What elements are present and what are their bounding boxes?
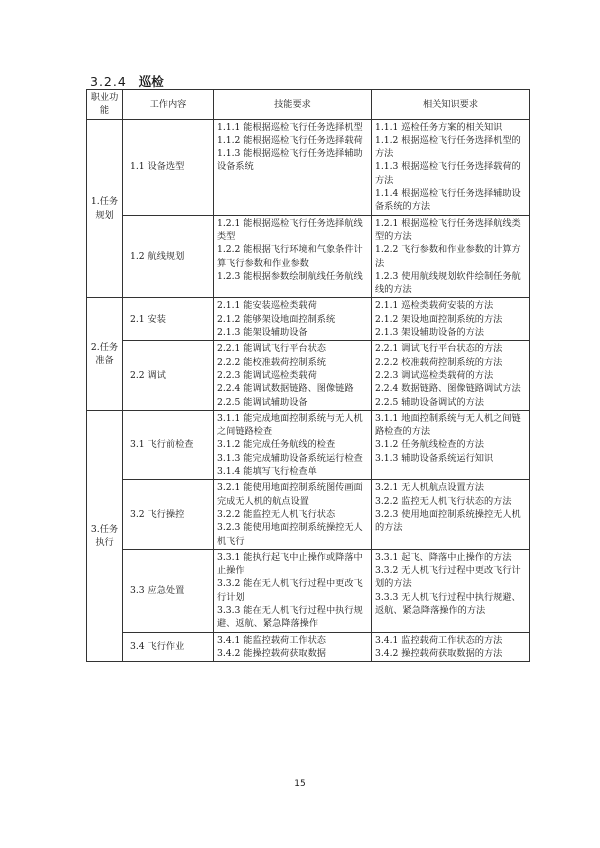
- header-content: 工作内容: [123, 90, 214, 120]
- list-item: 2.1.3 能架设辅助设备: [217, 327, 308, 339]
- work-content-cell: 2.1 安装: [123, 298, 214, 341]
- list-item: 3.1.3 能完成辅助设备系统运行检查: [217, 452, 363, 464]
- table-row: [87, 119, 530, 215]
- list-item: 3.2.3 能使用地面控制系统操控无人机飞行: [217, 522, 363, 547]
- list-item: 3.2.3 使用地面控制系统操控无人机的方法: [375, 508, 521, 534]
- skills-cell: [214, 119, 372, 215]
- knowledge-cell: [372, 341, 530, 410]
- table-row: [87, 480, 530, 549]
- list-item: 1.2.2 飞行参数和作业参数的计算方法: [375, 244, 521, 269]
- list-item: 3.3.2 能在无人机飞行过程中更改飞行计划: [217, 578, 363, 603]
- knowledge-cell: [372, 215, 530, 298]
- list-item: 3.3.1 起飞、降落中止操作的方法: [375, 551, 512, 563]
- list-item: 3.4.2 能操控载荷获取数据: [217, 647, 326, 659]
- list-item: 2.1.1 能安装巡检类载荷: [217, 300, 317, 312]
- section-number: 3.2.4: [90, 74, 127, 89]
- knowledge-cell: [372, 480, 530, 549]
- skills-cell: [214, 410, 372, 479]
- list-item: 2.2.3 调试巡检类载荷的方法: [375, 369, 494, 381]
- list-item: 2.2.5 能调试辅助设备: [217, 396, 308, 408]
- list-item: 3.4.2 操控载荷获取数据的方法: [375, 647, 503, 659]
- list-item: 3.1.3 辅助设备系统运行知识: [375, 452, 494, 464]
- skills-cell: [214, 341, 372, 410]
- work-content-cell: 3.3 应急处置: [123, 549, 214, 632]
- list-item: 2.2.3 能调试巡检类载荷: [217, 369, 317, 381]
- work-content-cell: 3.4 飞行作业: [123, 632, 214, 662]
- knowledge-cell: [372, 119, 530, 215]
- list-item: 1.1.3 能根据巡检飞行任务选择辅助设备系统: [217, 148, 363, 173]
- table-row: [87, 215, 530, 298]
- knowledge-cell: [372, 632, 530, 662]
- skills-cell: [214, 549, 372, 632]
- list-item: 3.2.1 能使用地面控制系统图传画面完成无人机的航点设置: [217, 482, 363, 507]
- list-item: 1.1.1 能根据巡检飞行任务选择机型: [217, 121, 363, 133]
- work-content-cell: 1.2 航线规划: [123, 215, 214, 298]
- list-item: 2.1.1 巡检类载荷安装的方法: [375, 300, 494, 312]
- list-item: 2.1.3 架设辅助设备的方法: [375, 327, 484, 339]
- list-item: 3.3.2 无人机飞行过程中更改飞行计划的方法: [375, 565, 521, 590]
- list-item: 2.2.2 校准载荷控制系统的方法: [375, 356, 503, 368]
- list-item: 3.2.2 监控无人机飞行状态的方法: [375, 495, 512, 507]
- skills-cell: [214, 480, 372, 549]
- function-cell: 3.任务执行: [87, 410, 123, 661]
- list-item: 1.2.3 使用航线规划软件绘制任务航线的方法: [375, 270, 521, 296]
- list-item: 3.1.1 能完成地面控制系统与无人机之间链路检查: [217, 412, 363, 438]
- knowledge-cell: [372, 549, 530, 632]
- list-item: 2.2.1 能调试飞行平台状态: [217, 343, 326, 355]
- list-item: 3.2.1 无人机航点设置方法: [375, 482, 484, 494]
- list-item: 1.2.2 能根据飞行环境和气象条件计算飞行参数和作业参数: [217, 244, 363, 269]
- list-item: 2.1.2 能够架设地面控制系统: [217, 313, 336, 325]
- work-content-cell: 3.1 飞行前检查: [123, 410, 214, 479]
- list-item: 1.1.2 能根据巡检飞行任务选择载荷: [217, 134, 363, 146]
- knowledge-cell: [372, 410, 530, 479]
- list-item: 3.1.2 任务航线检查的方法: [375, 439, 484, 451]
- list-item: 3.3.3 无人机飞行过程中执行规避、返航、紧急降落操作的方法: [375, 591, 521, 616]
- header-knowledge: 相关知识要求: [372, 90, 530, 120]
- knowledge-cell: [372, 298, 530, 341]
- list-item: 2.2.4 能调试数据链路、图像链路: [217, 383, 354, 395]
- list-item: 3.1.1 地面控制系统与无人机之间链路检查的方法: [375, 412, 521, 438]
- table-header-row: [87, 90, 530, 120]
- table-row: [87, 341, 530, 410]
- table-body: [87, 119, 530, 662]
- list-item: 1.2.1 根据巡检飞行任务选择航线类型的方法: [375, 217, 521, 242]
- list-item: 1.2.3 能根据参数绘制航线任务航线: [217, 270, 363, 282]
- list-item: 2.2.5 辅助设备调试的方法: [375, 396, 484, 408]
- list-item: 1.1.1 巡检任务方案的相关知识: [375, 121, 503, 133]
- list-item: 3.2.2 能监控无人机飞行状态: [217, 508, 336, 520]
- list-item: 1.1.4 根据巡检飞行任务选择辅助设备系统的方法: [375, 188, 521, 213]
- skills-cell: [214, 632, 372, 662]
- list-item: 1.2.1 能根据巡检飞行任务选择航线类型: [217, 217, 363, 242]
- list-item: 1.1.3 根据巡检飞行任务选择载荷的方法: [375, 161, 521, 186]
- page-number: 15: [294, 779, 306, 789]
- function-cell: 2.任务准备: [87, 298, 123, 410]
- function-cell: 1.任务规划: [87, 119, 123, 298]
- work-content-cell: 1.1 设备选型: [123, 119, 214, 215]
- list-item: 2.1.2 架设地面控制系统的方法: [375, 313, 503, 325]
- list-item: 3.4.1 监控载荷工作状态的方法: [375, 634, 503, 646]
- list-item: 3.4.1 能监控载荷工作状态: [217, 634, 326, 646]
- list-item: 2.2.2 能校准载荷控制系统: [217, 356, 326, 368]
- table-row: [87, 298, 530, 341]
- work-content-cell: 3.2 飞行操控: [123, 480, 214, 549]
- skills-table: [86, 89, 530, 662]
- section-heading: [90, 72, 164, 90]
- header-function: 职业功能: [87, 90, 123, 120]
- skills-cell: [214, 215, 372, 298]
- list-item: 3.3.1 能执行起飞中止操作或降落中止操作: [217, 551, 363, 577]
- table-row: [87, 410, 530, 479]
- work-content-cell: 2.2 调试: [123, 341, 214, 410]
- list-item: 3.3.3 能在无人机飞行过程中执行规避、返航、紧急降落操作: [217, 604, 363, 630]
- list-item: 2.2.1 调试飞行平台状态的方法: [375, 343, 503, 355]
- list-item: 1.1.2 根据巡检飞行任务选择机型的方法: [375, 134, 521, 160]
- table-row: [87, 632, 530, 662]
- table-row: [87, 549, 530, 632]
- list-item: 3.1.4 能填写飞行检查单: [217, 466, 317, 478]
- skills-cell: [214, 298, 372, 341]
- list-item: 2.2.4 数据链路、图像链路调试方法: [375, 383, 521, 395]
- section-title: 巡检: [138, 74, 164, 89]
- header-skills: 技能要求: [214, 90, 372, 120]
- list-item: 3.1.2 能完成任务航线的检查: [217, 439, 336, 451]
